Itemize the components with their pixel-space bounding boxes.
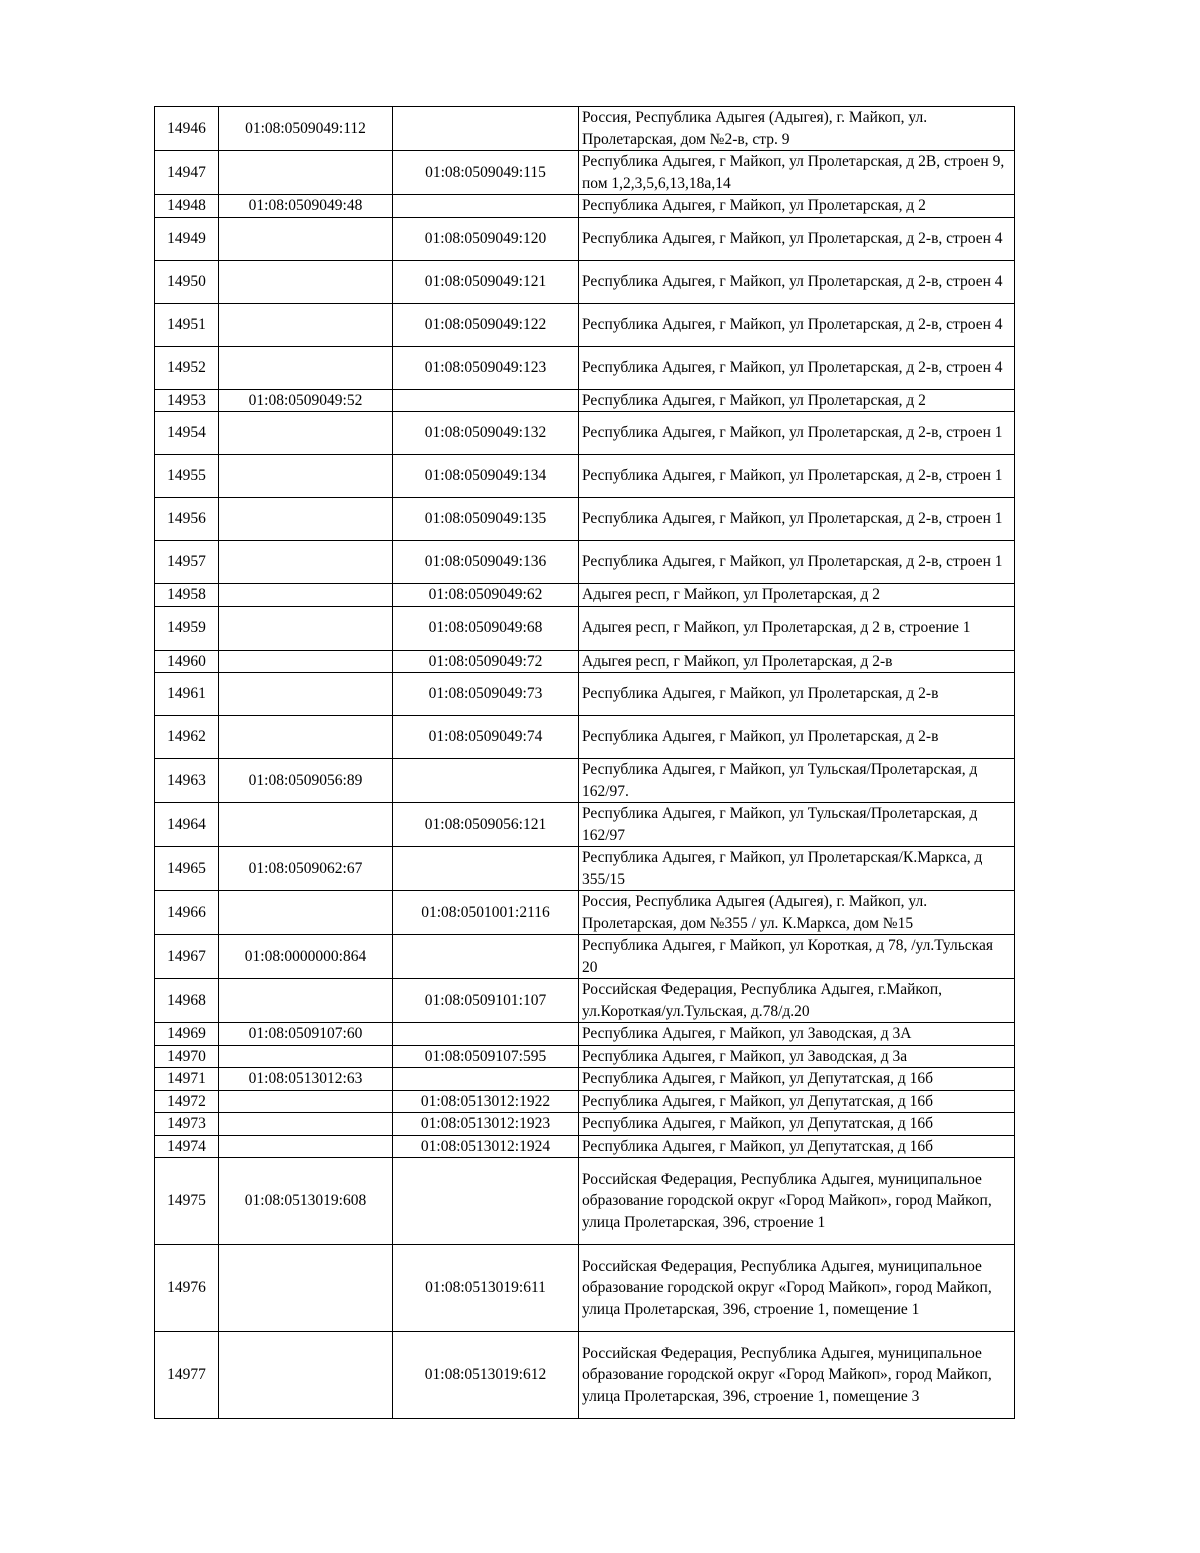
object-cadastral-number-cell: 01:08:0509049:121	[393, 260, 579, 303]
land-cadastral-number-cell	[219, 1113, 393, 1136]
object-cadastral-number-cell	[393, 847, 579, 891]
row-number-cell: 14957	[155, 541, 219, 584]
row-number-cell: 14974	[155, 1135, 219, 1158]
address-cell: Адыгея респ, г Майкоп, ул Пролетарская, д 2 в, строение 1	[579, 606, 1015, 650]
row-number-cell: 14975	[155, 1158, 219, 1245]
object-cadastral-number-cell	[393, 195, 579, 218]
address-cell: Республика Адыгея, г Майкоп, ул Депутатская, д 16б	[579, 1068, 1015, 1091]
address-cell: Республика Адыгея, г Майкоп, ул Заводская, д 3А	[579, 1023, 1015, 1046]
table-row	[155, 498, 1015, 541]
table-row	[155, 412, 1015, 455]
object-cadastral-number-cell: 01:08:0509049:62	[393, 584, 579, 607]
object-cadastral-number-cell: 01:08:0509049:134	[393, 455, 579, 498]
table-row	[155, 389, 1015, 412]
table-row	[155, 151, 1015, 195]
address-cell: Адыгея респ, г Майкоп, ул Пролетарская, д 2	[579, 584, 1015, 607]
land-cadastral-number-cell	[219, 346, 393, 389]
row-number-cell: 14971	[155, 1068, 219, 1091]
row-number-cell: 14947	[155, 151, 219, 195]
object-cadastral-number-cell: 01:08:0509049:135	[393, 498, 579, 541]
address-cell: Республика Адыгея, г Майкоп, ул Пролетарская, д 2-в	[579, 716, 1015, 759]
table-row	[155, 891, 1015, 935]
row-number-cell: 14951	[155, 303, 219, 346]
table-row	[155, 979, 1015, 1023]
object-cadastral-number-cell: 01:08:0509049:74	[393, 716, 579, 759]
address-cell: Республика Адыгея, г Майкоп, ул Депутатская, д 16б	[579, 1135, 1015, 1158]
address-cell: Республика Адыгея, г Майкоп, ул Пролетарская, д 2-в, строен 4	[579, 303, 1015, 346]
object-cadastral-number-cell: 01:08:0509101:107	[393, 979, 579, 1023]
address-cell: Адыгея респ, г Майкоп, ул Пролетарская, д 2-в	[579, 650, 1015, 673]
address-cell: Республика Адыгея, г Майкоп, ул Пролетарская/К.Маркса, д 355/15	[579, 847, 1015, 891]
address-cell: Республика Адыгея, г Майкоп, ул Заводская, д 3а	[579, 1045, 1015, 1068]
address-cell: Республика Адыгея, г Майкоп, ул Короткая, д 78, /ул.Тульская 20	[579, 935, 1015, 979]
address-cell: Россия, Республика Адыгея (Адыгея), г. Майкоп, ул. Пролетарская, дом №355 / ул. К.Маркса, дом №15	[579, 891, 1015, 935]
row-number-cell: 14954	[155, 412, 219, 455]
table-row	[155, 1045, 1015, 1068]
table-row	[155, 606, 1015, 650]
land-cadastral-number-cell	[219, 673, 393, 716]
land-cadastral-number-cell: 01:08:0513019:608	[219, 1158, 393, 1245]
land-cadastral-number-cell: 01:08:0509107:60	[219, 1023, 393, 1046]
table-row	[155, 541, 1015, 584]
land-cadastral-number-cell	[219, 260, 393, 303]
object-cadastral-number-cell: 01:08:0513012:1922	[393, 1090, 579, 1113]
object-cadastral-number-cell: 01:08:0501001:2116	[393, 891, 579, 935]
land-cadastral-number-cell: 01:08:0509049:48	[219, 195, 393, 218]
land-cadastral-number-cell	[219, 584, 393, 607]
object-cadastral-number-cell	[393, 935, 579, 979]
address-cell: Российская Федерация, Республика Адыгея, муниципальное образование городской округ «Город Майкоп», город Майкоп, улица Пролетарская, 396, строение 1	[579, 1158, 1015, 1245]
land-cadastral-number-cell	[219, 217, 393, 260]
table-row	[155, 1332, 1015, 1419]
table-row	[155, 1245, 1015, 1332]
address-cell: Республика Адыгея, г Майкоп, ул Пролетарская, д 2-в, строен 1	[579, 412, 1015, 455]
table-row	[155, 303, 1015, 346]
table-row	[155, 716, 1015, 759]
land-cadastral-number-cell	[219, 716, 393, 759]
row-number-cell: 14955	[155, 455, 219, 498]
row-number-cell: 14948	[155, 195, 219, 218]
table-row	[155, 1090, 1015, 1113]
row-number-cell: 14966	[155, 891, 219, 935]
table-row	[155, 584, 1015, 607]
land-cadastral-number-cell	[219, 803, 393, 847]
row-number-cell: 14972	[155, 1090, 219, 1113]
row-number-cell: 14953	[155, 389, 219, 412]
row-number-cell: 14960	[155, 650, 219, 673]
table-row	[155, 1158, 1015, 1245]
land-cadastral-number-cell: 01:08:0509049:112	[219, 107, 393, 151]
row-number-cell: 14956	[155, 498, 219, 541]
land-cadastral-number-cell	[219, 541, 393, 584]
address-cell: Республика Адыгея, г Майкоп, ул Тульская/Пролетарская, д 162/97	[579, 803, 1015, 847]
address-cell: Республика Адыгея, г Майкоп, ул Пролетарская, д 2	[579, 389, 1015, 412]
address-cell: Республика Адыгея, г Майкоп, ул Депутатская, д 16б	[579, 1113, 1015, 1136]
land-cadastral-number-cell	[219, 412, 393, 455]
table-row	[155, 260, 1015, 303]
table-body	[155, 107, 1015, 1419]
address-cell: Республика Адыгея, г Майкоп, ул Пролетарская, д 2	[579, 195, 1015, 218]
address-cell: Республика Адыгея, г Майкоп, ул Депутатская, д 16б	[579, 1090, 1015, 1113]
table-row	[155, 935, 1015, 979]
row-number-cell: 14962	[155, 716, 219, 759]
land-cadastral-number-cell	[219, 1245, 393, 1332]
table-row	[155, 346, 1015, 389]
object-cadastral-number-cell: 01:08:0513012:1923	[393, 1113, 579, 1136]
property-register-table	[154, 106, 1015, 1419]
row-number-cell: 14967	[155, 935, 219, 979]
address-cell: Республика Адыгея, г Майкоп, ул Пролетарская, д 2-в, строен 4	[579, 346, 1015, 389]
table-row	[155, 759, 1015, 803]
object-cadastral-number-cell: 01:08:0509049:136	[393, 541, 579, 584]
table-row	[155, 650, 1015, 673]
land-cadastral-number-cell	[219, 650, 393, 673]
row-number-cell: 14973	[155, 1113, 219, 1136]
land-cadastral-number-cell	[219, 1045, 393, 1068]
land-cadastral-number-cell	[219, 151, 393, 195]
table-row	[155, 107, 1015, 151]
object-cadastral-number-cell	[393, 1158, 579, 1245]
table-row	[155, 1023, 1015, 1046]
address-cell: Республика Адыгея, г Майкоп, ул Тульская/Пролетарская, д 162/97.	[579, 759, 1015, 803]
object-cadastral-number-cell: 01:08:0509049:132	[393, 412, 579, 455]
row-number-cell: 14970	[155, 1045, 219, 1068]
address-cell: Российская Федерация, Республика Адыгея, г.Майкоп, ул.Короткая/ул.Тульская, д.78/д.20	[579, 979, 1015, 1023]
table-row	[155, 1068, 1015, 1091]
row-number-cell: 14963	[155, 759, 219, 803]
address-cell: Республика Адыгея, г Майкоп, ул Пролетарская, д 2-в, строен 4	[579, 217, 1015, 260]
land-cadastral-number-cell	[219, 498, 393, 541]
object-cadastral-number-cell: 01:08:0509049:120	[393, 217, 579, 260]
object-cadastral-number-cell: 01:08:0509049:115	[393, 151, 579, 195]
land-cadastral-number-cell	[219, 979, 393, 1023]
object-cadastral-number-cell: 01:08:0509049:122	[393, 303, 579, 346]
address-cell: Российская Федерация, Республика Адыгея, муниципальное образование городской округ «Город Майкоп», город Майкоп, улица Пролетарская, 396, строение 1, помещение 1	[579, 1245, 1015, 1332]
object-cadastral-number-cell: 01:08:0509049:68	[393, 606, 579, 650]
land-cadastral-number-cell: 01:08:0513012:63	[219, 1068, 393, 1091]
table-row	[155, 455, 1015, 498]
row-number-cell: 14946	[155, 107, 219, 151]
object-cadastral-number-cell: 01:08:0513012:1924	[393, 1135, 579, 1158]
object-cadastral-number-cell: 01:08:0513019:611	[393, 1245, 579, 1332]
object-cadastral-number-cell	[393, 1023, 579, 1046]
table-row	[155, 1135, 1015, 1158]
table-row	[155, 195, 1015, 218]
object-cadastral-number-cell: 01:08:0509049:123	[393, 346, 579, 389]
address-cell: Республика Адыгея, г Майкоп, ул Пролетарская, д 2-в, строен 1	[579, 541, 1015, 584]
land-cadastral-number-cell: 01:08:0509049:52	[219, 389, 393, 412]
object-cadastral-number-cell: 01:08:0509049:72	[393, 650, 579, 673]
address-cell: Республика Адыгея, г Майкоп, ул Пролетарская, д 2-в, строен 1	[579, 498, 1015, 541]
address-cell: Республика Адыгея, г Майкоп, ул Пролетарская, д 2-в	[579, 673, 1015, 716]
row-number-cell: 14959	[155, 606, 219, 650]
object-cadastral-number-cell	[393, 759, 579, 803]
land-cadastral-number-cell	[219, 606, 393, 650]
row-number-cell: 14968	[155, 979, 219, 1023]
land-cadastral-number-cell	[219, 891, 393, 935]
table-row	[155, 847, 1015, 891]
land-cadastral-number-cell	[219, 1135, 393, 1158]
table-row	[155, 217, 1015, 260]
table-row	[155, 1113, 1015, 1136]
address-cell: Республика Адыгея, г Майкоп, ул Пролетарская, д 2-в, строен 4	[579, 260, 1015, 303]
row-number-cell: 14950	[155, 260, 219, 303]
row-number-cell: 14977	[155, 1332, 219, 1419]
object-cadastral-number-cell: 01:08:0509056:121	[393, 803, 579, 847]
land-cadastral-number-cell: 01:08:0000000:864	[219, 935, 393, 979]
object-cadastral-number-cell	[393, 389, 579, 412]
land-cadastral-number-cell	[219, 1090, 393, 1113]
object-cadastral-number-cell: 01:08:0509049:73	[393, 673, 579, 716]
address-cell: Российская Федерация, Республика Адыгея, муниципальное образование городской округ «Город Майкоп», город Майкоп, улица Пролетарская, 396, строение 1, помещение 3	[579, 1332, 1015, 1419]
object-cadastral-number-cell	[393, 107, 579, 151]
row-number-cell: 14976	[155, 1245, 219, 1332]
land-cadastral-number-cell: 01:08:0509062:67	[219, 847, 393, 891]
object-cadastral-number-cell	[393, 1068, 579, 1091]
row-number-cell: 14961	[155, 673, 219, 716]
row-number-cell: 14964	[155, 803, 219, 847]
row-number-cell: 14969	[155, 1023, 219, 1046]
object-cadastral-number-cell: 01:08:0509107:595	[393, 1045, 579, 1068]
object-cadastral-number-cell: 01:08:0513019:612	[393, 1332, 579, 1419]
land-cadastral-number-cell	[219, 455, 393, 498]
address-cell: Республика Адыгея, г Майкоп, ул Пролетарская, д 2-в, строен 1	[579, 455, 1015, 498]
table-row	[155, 673, 1015, 716]
address-cell: Республика Адыгея, г Майкоп, ул Пролетарская, д 2В, строен 9, пом 1,2,3,5,6,13,18а,14	[579, 151, 1015, 195]
table-row	[155, 803, 1015, 847]
row-number-cell: 14949	[155, 217, 219, 260]
row-number-cell: 14958	[155, 584, 219, 607]
row-number-cell: 14952	[155, 346, 219, 389]
land-cadastral-number-cell	[219, 303, 393, 346]
address-cell: Россия, Республика Адыгея (Адыгея), г. Майкоп, ул. Пролетарская, дом №2-в, стр. 9	[579, 107, 1015, 151]
land-cadastral-number-cell: 01:08:0509056:89	[219, 759, 393, 803]
row-number-cell: 14965	[155, 847, 219, 891]
land-cadastral-number-cell	[219, 1332, 393, 1419]
